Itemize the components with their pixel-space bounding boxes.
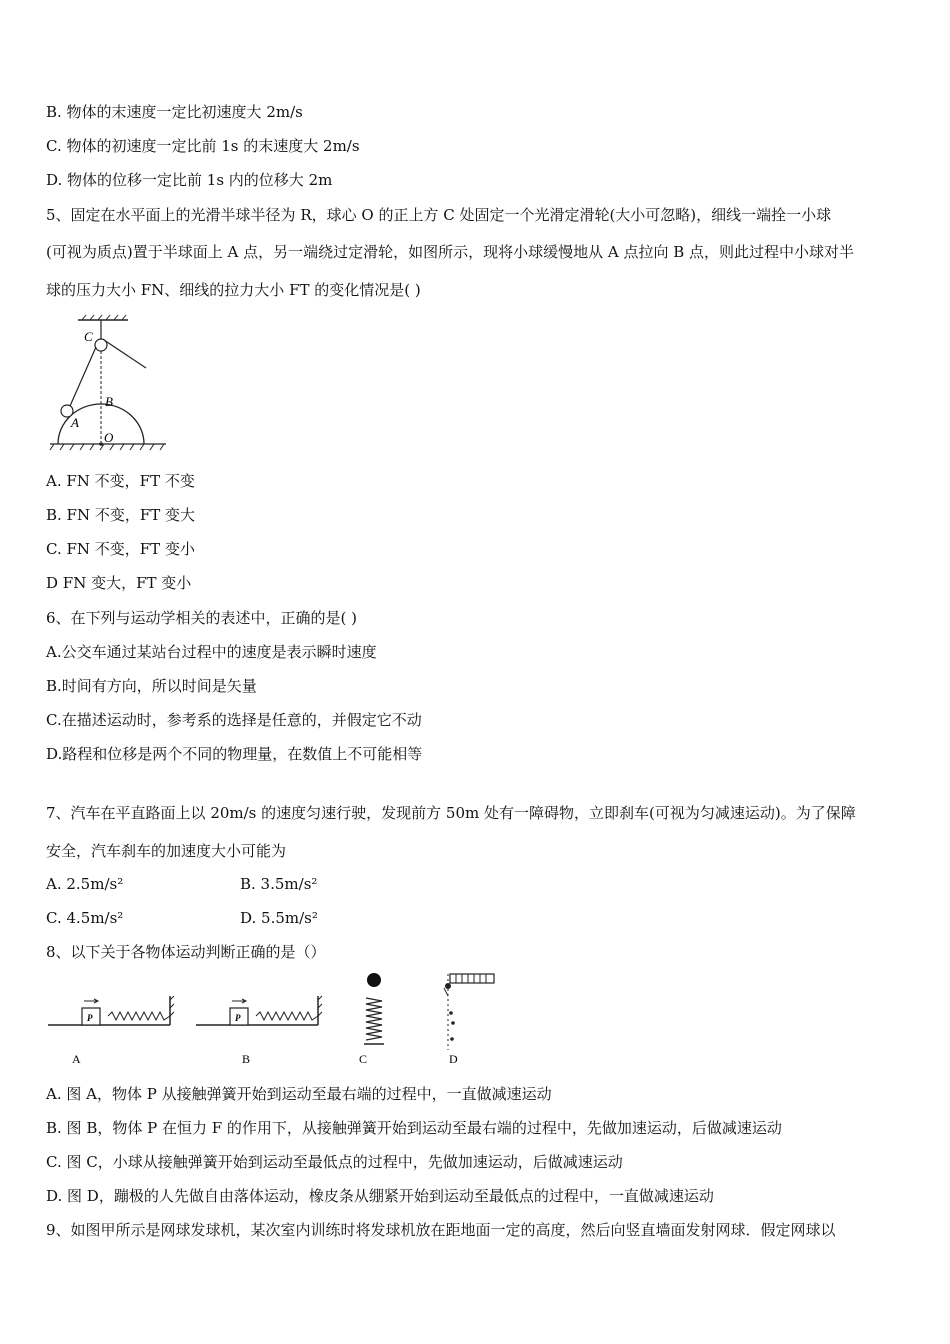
q7-option-b: B. 3.5m/s² (240, 875, 318, 893)
q7-option-d: D. 5.5m/s² (240, 909, 318, 927)
label-c: C (84, 329, 93, 344)
option-line: C. 物体的初速度一定比前 1s 的末速度大 2m/s (46, 137, 360, 155)
question-6-stem: 6、在下列与运动学相关的表述中，正确的是( ) (46, 609, 358, 627)
block-p-label: P (235, 1013, 241, 1023)
question-7-line1: 7、汽车在平直路面上以 20m/s 的速度匀速行驶，发现前方 50m 处有一障碍物，立即刹车(可视为匀减速运动)。为了保障 (46, 804, 856, 822)
q5-option-c: C. FN 不变，FT 变小 (46, 540, 195, 558)
q7-option-a: A. 2.5m/s² (46, 875, 124, 893)
q5-option-b: B. FN 不变，FT 变大 (46, 506, 196, 524)
q6-option-b: B.时间有方向，所以时间是矢量 (46, 677, 257, 695)
question-7-line2: 安全，汽车刹车的加速度大小可能为 (46, 842, 287, 860)
question-5-line3: 球的压力大小 FN、细线的拉力大小 FT 的变化情况是( ) (46, 281, 421, 299)
option-line: B. 物体的末速度一定比初速度大 2m/s (46, 103, 303, 121)
q8-figures (46, 968, 506, 1072)
label-b: B (105, 394, 113, 409)
figure-label-a: A (72, 1052, 81, 1066)
q6-option-d: D.路程和位移是两个不同的物理量，在数值上不可能相等 (46, 745, 423, 763)
hemisphere-pulley-figure (46, 312, 176, 454)
option-line: D. 物体的位移一定比前 1s 内的位移大 2m (46, 171, 333, 189)
question-5-line1: 5、固定在水平面上的光滑半球半径为 R，球心 O 的正上方 C 处固定一个光滑定滑轮(大小可忽略)，细线一端拴一小球 (46, 206, 832, 224)
question-8-stem: 8、以下关于各物体运动判断正确的是（） (46, 943, 326, 961)
label-o: O (104, 430, 114, 445)
question-9-line1: 9、如图甲所示是网球发球机，某次室内训练时将发球机放在距地面一定的高度，然后向竖直墙面发射网球．假定网球以 (46, 1221, 836, 1239)
figure-label-c: C (359, 1052, 368, 1066)
question-5-line2: (可视为质点)置于半球面上 A 点，另一端绕过定滑轮，如图所示，现将小球缓慢地从 A 点拉向 B 点，则此过程中小球对半 (46, 243, 855, 261)
figure-label-d: D (449, 1052, 458, 1066)
q6-option-a: A.公交车通过某站台过程中的速度是表示瞬时速度 (46, 643, 377, 661)
block-p-label: P (87, 1013, 93, 1023)
q5-option-a: A. FN 不变，FT 不变 (46, 472, 195, 490)
q7-option-c: C. 4.5m/s² (46, 909, 124, 927)
q8-option-c: C. 图 C，小球从接触弹簧开始到运动至最低点的过程中，先做加速运动，后做减速运动 (46, 1153, 623, 1171)
figure-label-b: B (242, 1052, 251, 1066)
q8-option-d: D. 图 D，蹦极的人先做自由落体运动，橡皮条从绷紧开始到运动至最低点的过程中，一直做减速运动 (46, 1187, 714, 1205)
q8-option-b: B. 图 B，物体 P 在恒力 F 的作用下，从接触弹簧开始到运动至最右端的过程中，先做加速运动，后做减速运动 (46, 1119, 782, 1137)
q6-option-c: C.在描述运动时，参考系的选择是任意的，并假定它不动 (46, 711, 422, 729)
q5-option-d: D FN 变大，FT 变小 (46, 574, 192, 592)
q8-option-a: A. 图 A，物体 P 从接触弹簧开始到运动至最右端的过程中，一直做减速运动 (46, 1085, 552, 1103)
label-a: A (71, 415, 79, 430)
